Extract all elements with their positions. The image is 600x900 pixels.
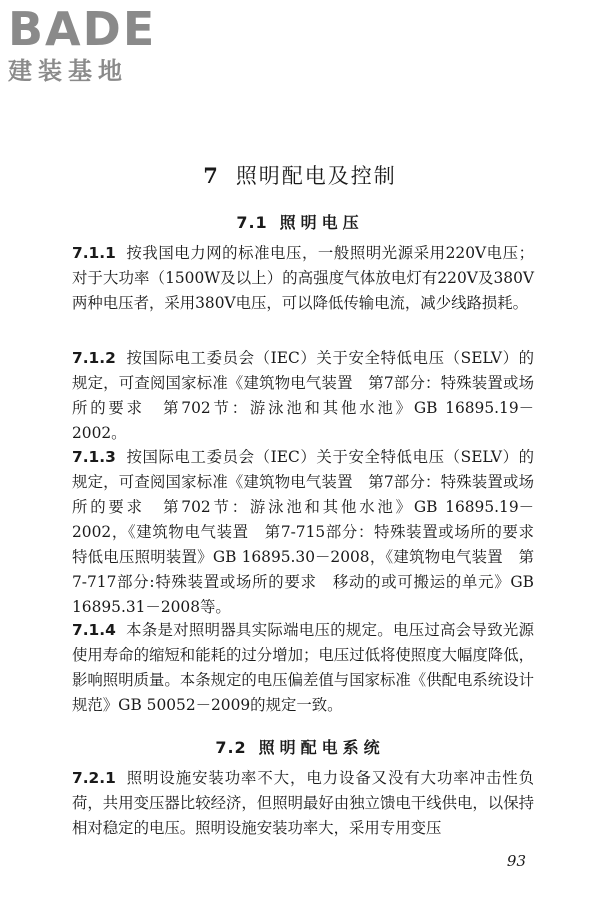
clause-number: 7.1.4 [72, 621, 116, 639]
section-title: 照明配电系统 [258, 738, 385, 757]
clause-text: 按国际电工委员会（IEC）关于安全特低电压（SELV）的规定，可查阅国家标准《建筑物电气装置 第7部分：特殊装置或场所的要求 第702节：游泳池和其他水池》GB 16895.19－2002。 [72, 349, 534, 442]
logo-subtitle: 建装基地 [8, 57, 128, 85]
clause-number: 7.1.1 [72, 244, 116, 262]
clause-number: 7.1.3 [72, 448, 116, 466]
section-heading-7-2 [0, 735, 600, 758]
chapter-number: 7 [203, 163, 220, 188]
chapter-title: 照明配电及控制 [235, 164, 397, 188]
section-heading-7-1 [0, 210, 600, 233]
section-number: 7.2 [215, 738, 247, 757]
paragraph-7-1-1 [72, 241, 534, 316]
logo [8, 4, 178, 86]
paragraph-7-1-3 [72, 445, 550, 620]
chapter-heading [0, 160, 600, 190]
clause-text: 按国际电工委员会（IEC）关于安全特低电压（SELV）的规定，可查阅国家标准《建筑物电气装置 第7部分：特殊装置或场所的要求 第702节：游泳池和其他水池》GB 16895.19－2002，《建筑物电气装置 第7-715部分：特殊装置或场所的要求 特低电压照明装置》GB 16895.30－2008，《建筑物电气装置 第7-717部分:特殊装置或场所的要求 移动的或可搬运的单元》GB 16895.31－2008等。 [72, 448, 550, 616]
clause-number: 7.2.1 [72, 769, 116, 787]
clause-text: 照明设施安装功率不大，电力设备又没有大功率冲击性负荷，共用变压器比较经济，但照明最好由独立馈电干线供电，以保持相对稳定的电压。照明设施安装功率大，采用专用变压 [72, 769, 534, 837]
page-number: 93 [506, 852, 526, 870]
clause-number: 7.1.2 [72, 349, 116, 367]
clause-text: 按我国电力网的标准电压，一般照明光源采用220V电压；对于大功率（1500W及以上）的高强度气体放电灯有220V及380V两种电压者，采用380V电压，可以降低传输电流，减少线路损耗。 [72, 244, 534, 312]
clause-text: 本条是对照明器具实际端电压的规定。电压过高会导致光源使用寿命的缩短和能耗的过分增加；电压过低将使照度大幅度降低，影响照明质量。本条规定的电压偏差值与国家标准《供配电系统设计规范》GB 50052－2009的规定一致。 [72, 621, 534, 714]
paragraph-7-1-2 [72, 346, 534, 446]
paragraph-7-2-1 [72, 766, 534, 841]
section-title: 照明电压 [279, 213, 364, 232]
logo-mark: BADE [8, 2, 157, 56]
paragraph-7-1-4 [72, 618, 534, 718]
section-number: 7.1 [236, 213, 268, 232]
